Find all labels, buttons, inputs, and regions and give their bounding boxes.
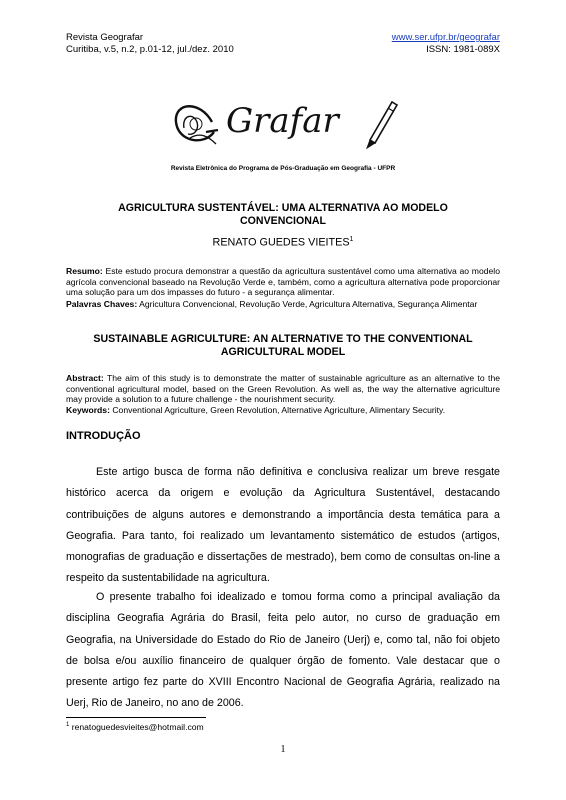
palavras-chaves-block [66, 299, 500, 310]
journal-issn: ISSN: 1981-089X [426, 44, 500, 55]
geografar-logo [170, 92, 400, 154]
footnote-email: renatoguedesvieites@hotmail.com [71, 722, 204, 732]
author-line [0, 236, 566, 249]
logo-text: Grafar [226, 101, 339, 141]
journal-name: Revista Geografar [66, 32, 144, 43]
abstract-block [66, 373, 500, 405]
journal-header-right [392, 32, 500, 56]
resumo-label: Resumo: [66, 266, 103, 276]
article-title-pt: AGRICULTURA SUSTENTÁVEL: UMA ALTERNATIVA AO MODELO CONVENCIONAL [118, 202, 448, 227]
footnote-marker: 1 [66, 722, 70, 729]
keywords-block [66, 405, 500, 416]
author-name: RENATO GUEDES VIEITES [212, 236, 350, 249]
palavras-chaves-label: Palavras Chaves: [66, 299, 138, 309]
journal-citation: Curitiba, v.5, n.2, p.01-12, jul./dez. 2010 [66, 44, 234, 55]
author-footnote-marker: 1 [349, 236, 354, 243]
article-title-en: SUSTAINABLE AGRICULTURE: AN ALTERNATIVE TO THE CONVENTIONAL AGRICULTURAL MODEL [93, 333, 473, 358]
logo-subtitle: Revista Eletrônica do Programa de Pós-Graduação em Geografia - UFPR [170, 165, 396, 172]
section-heading-introducao: INTRODUÇÃO [66, 430, 141, 442]
resumo-block [66, 266, 500, 298]
abstract-text: The aim of this study is to demonstrate the matter of sustainable agriculture as an alternative to the conventional agricultural model, based on the Green Revolution. As well as, the way the alternative agriculture may provide a solution to a future challenge - the nourishment security. [66, 373, 501, 405]
journal-header-left [66, 32, 234, 56]
body-paragraph-1: Este artigo busca de forma não definitiva e conclusiva realizar um breve resgate histórico acerca da origem e evolução da Agricultura Sustentável, destacando contribuições de alguns autores e demonstrando a importância desta temática para a Geografia. Para tanto, foi realizado um levantamento sistemático de estudos (artigos, monografias de graduação e dissertações de mestrado), bem como de consultas on-line a respeito da sustentabilidade na agricultura. [66, 466, 500, 585]
keywords-text: Conventional Agriculture, Green Revolution, Alternative Agriculture, Alimentary Security. [112, 405, 446, 415]
palavras-chaves-text: Agricultura Convencional, Revolução Verde, Agricultura Alternativa, Segurança Alimentar [139, 299, 478, 309]
journal-url-link[interactable]: www.ser.ufpr.br/geografar [391, 32, 500, 43]
page-number: 1 [280, 744, 286, 755]
resumo-text: Este estudo procura demonstrar a questão da agricultura sustentável como uma alternativa ao modelo agrícola convencional baseado na Revolução Verde e, também, como a agricultura alternativa pode proporcionar uma solução para um dos impasses do futuro - a segurança alimentar. [66, 266, 500, 298]
body-paragraph-2: O presente trabalho foi idealizado e tomou forma como a principal avaliação da disciplina Geografia Agrária do Brasil, feita pelo autor, no curso de graduação em Geografia, na Universidade do Estado do Rio de Janeiro (Uerj) e, como tal, não foi objeto de bolsa e/ou auxílio financeiro de qualquer órgão de fomento. Vale destacar que o presente artigo fez parte do XVIII Encontro Nacional de Geografia Agrária, realizado na Uerj, Rio de Janeiro, no ano de 2006. [66, 591, 500, 710]
abstract-label: Abstract: [66, 373, 104, 383]
footnote-divider [66, 717, 206, 718]
footnote [66, 722, 204, 732]
keywords-label: Keywords: [66, 405, 110, 415]
